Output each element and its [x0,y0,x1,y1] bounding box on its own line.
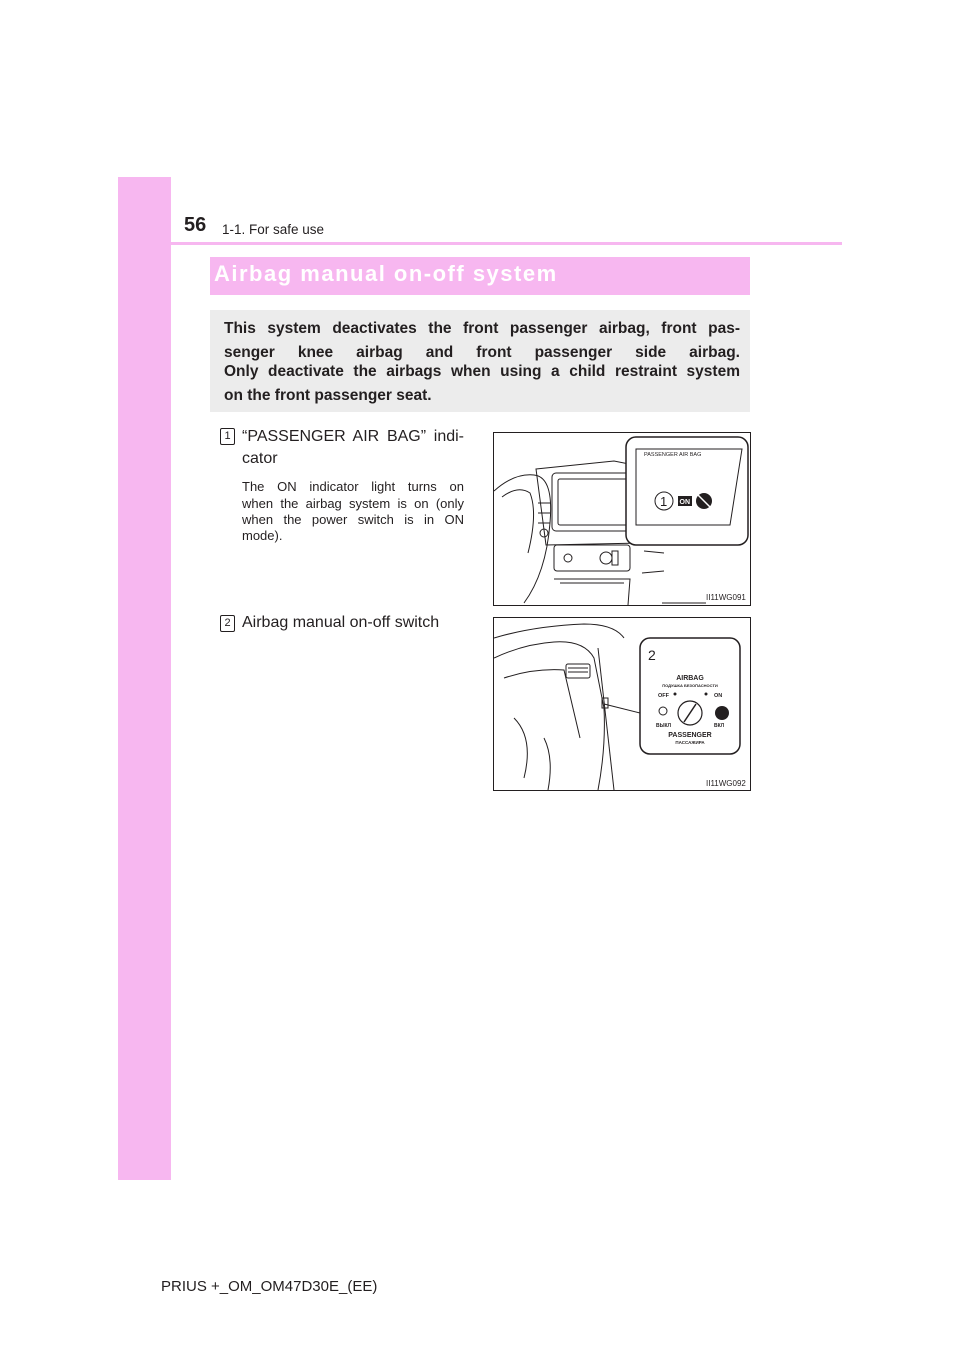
item-description-line: when the airbag system is on (only [242,496,464,511]
item-number-badge: 1 [220,428,235,445]
dashboard-illustration [494,433,750,605]
section-breadcrumb: 1-1. For safe use [222,222,325,237]
item-title: cator [242,450,278,467]
side-color-strip [118,177,171,1180]
figure-code: II11WG092 [706,779,746,788]
figure-airbag-switch [493,617,751,791]
item-title: “PASSENGER AIR BAG” indi- [242,428,464,445]
figure-code: II11WG091 [706,593,746,602]
switch-label-off-ru: ВЫКЛ [656,723,672,729]
switch-label-on: ON [714,693,723,699]
item-title: Airbag manual on-off switch [242,614,440,631]
on-indicator-label: ON [679,499,690,506]
intro-line: This system deactivates the front passenger airbag, front pas- [224,320,740,337]
intro-line: Only deactivate the airbags when using a child restraint system [224,363,740,380]
glovebox-illustration [494,618,750,790]
item-description-line: mode). [242,528,283,543]
callout-number: 2 [648,647,656,663]
switch-label-on-ru: ВКЛ [714,723,725,729]
callout-number: 1 [660,494,668,509]
item-number-badge: 2 [220,615,235,632]
switch-label-passenger-ru: ПАССАЖИРА [675,740,705,745]
airbag-on-icon [715,706,729,720]
item-description-line: The ON indicator light turns on [242,479,464,494]
callout-panel-label: PASSENGER AIR BAG [644,452,702,458]
footer-document-code: PRIUS +_OM_OM47D30E_(EE) [161,1278,378,1295]
intro-line: on the front passenger seat. [224,387,432,404]
section-title: Airbag manual on-off system [214,261,558,286]
switch-label-off: OFF [658,693,669,699]
page-number: 56 [184,214,207,236]
header-rule [118,242,842,245]
switch-callout [640,638,740,754]
switch-label-airbag-ru: ПОДУШКА БЕЗОПАСНОСТИ [662,683,718,688]
switch-label-passenger: PASSENGER [668,732,712,739]
switch-label-airbag: AIRBAG [676,675,704,682]
item-description-line: when the power switch is in ON [242,512,464,527]
figure-dashboard-indicator [493,432,751,606]
indicator-callout [626,437,748,545]
intro-line: senger knee airbag and front passenger side airbag. [224,344,740,361]
